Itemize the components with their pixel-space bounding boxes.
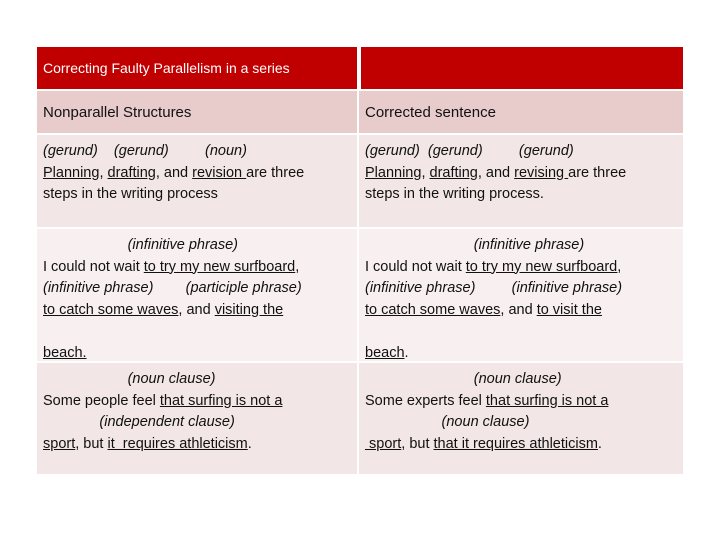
grammar-labels: (noun clause) [365, 414, 530, 430]
text: , but [75, 435, 108, 452]
underlined-item: Planning [365, 164, 422, 181]
text: , and [477, 164, 515, 181]
nonparallel-example-2 [37, 229, 359, 363]
table-title: Correcting Faulty Parallelism in a series [37, 47, 359, 91]
grammar-labels: (noun clause) [365, 371, 562, 387]
text: are three [246, 164, 305, 181]
text: , and [155, 164, 193, 181]
column-header-row [37, 91, 683, 135]
example-line [43, 434, 351, 456]
text: . [247, 435, 252, 452]
underlined-item: to catch some waves [43, 301, 179, 318]
underlined-item: to visit the [536, 301, 602, 318]
underlined-item: drafting [429, 164, 478, 181]
grammar-labels: (infinitive phrase) (infinitive phrase) [365, 280, 623, 296]
table-row [37, 363, 683, 476]
text: . [597, 435, 602, 452]
example-line: steps in the writing process [43, 186, 218, 202]
example-line [365, 257, 677, 279]
text: , and [178, 301, 215, 318]
text: Some experts feel [365, 392, 486, 409]
grammar-labels: (independent clause) [43, 414, 235, 430]
example-line [43, 343, 351, 365]
underlined-item: to catch some waves [365, 301, 501, 318]
corrected-example-3 [359, 363, 683, 476]
example-line [43, 300, 351, 322]
parallelism-table [37, 47, 683, 476]
example-line [43, 163, 351, 185]
column-header-corrected: Corrected sentence [359, 91, 683, 135]
table-row [37, 229, 683, 363]
underlined-item: Planning [43, 164, 100, 181]
grammar-labels: (infinitive phrase) [365, 237, 585, 253]
corrected-example-2 [359, 229, 683, 363]
grammar-labels: (gerund) (gerund) (noun) [43, 143, 247, 159]
table-row [37, 135, 683, 229]
example-line [365, 343, 677, 365]
underlined-item: that surfing is not a [485, 392, 609, 409]
text: , [421, 164, 430, 181]
text: , but [401, 435, 434, 452]
example-line [43, 391, 351, 413]
grammar-labels: (noun clause) [43, 371, 216, 387]
example-line [43, 257, 351, 279]
example-line [365, 300, 677, 322]
underlined-item: visiting the [214, 301, 284, 318]
text: Some people feel [43, 392, 160, 409]
text: I could not wait [43, 258, 144, 275]
table-header-row [37, 47, 683, 91]
text: , [99, 164, 108, 181]
text: I could not wait [365, 258, 466, 275]
column-header-nonparallel: Nonparallel Structures [37, 91, 359, 135]
underlined-item: to try my new surfboard, [465, 258, 622, 275]
example-line [365, 434, 677, 456]
underlined-item: that it requires athleticism [433, 435, 598, 452]
underlined-item: drafting [107, 164, 156, 181]
text: , [295, 258, 300, 275]
underlined-item: sport [365, 435, 402, 452]
nonparallel-example-3 [37, 363, 359, 476]
example-line: steps in the writing process. [365, 186, 544, 202]
underlined-item: sport [43, 435, 76, 452]
underlined-item: beach. [43, 345, 87, 361]
text: , and [500, 301, 537, 318]
line-gap [43, 321, 351, 343]
text: are three [568, 164, 627, 181]
underlined-item: it requires athleticism [107, 435, 248, 452]
underlined-item: to try my new surfboard [143, 258, 296, 275]
underlined-item: that surfing is not a [159, 392, 283, 409]
line-gap [365, 321, 677, 343]
grammar-labels: (infinitive phrase) [43, 237, 239, 253]
underlined-item: revising [514, 164, 569, 181]
grammar-labels: (gerund) (gerund) (gerund) [365, 143, 574, 159]
underlined-item: beach [365, 345, 405, 361]
underlined-item: revision [192, 164, 247, 181]
example-line [365, 391, 677, 413]
grammar-labels: (infinitive phrase) (participle phrase) [43, 280, 302, 296]
table-header-empty [359, 47, 683, 91]
example-line [365, 163, 677, 185]
text: . [404, 345, 409, 361]
nonparallel-example-1 [37, 135, 359, 229]
corrected-example-1 [359, 135, 683, 229]
